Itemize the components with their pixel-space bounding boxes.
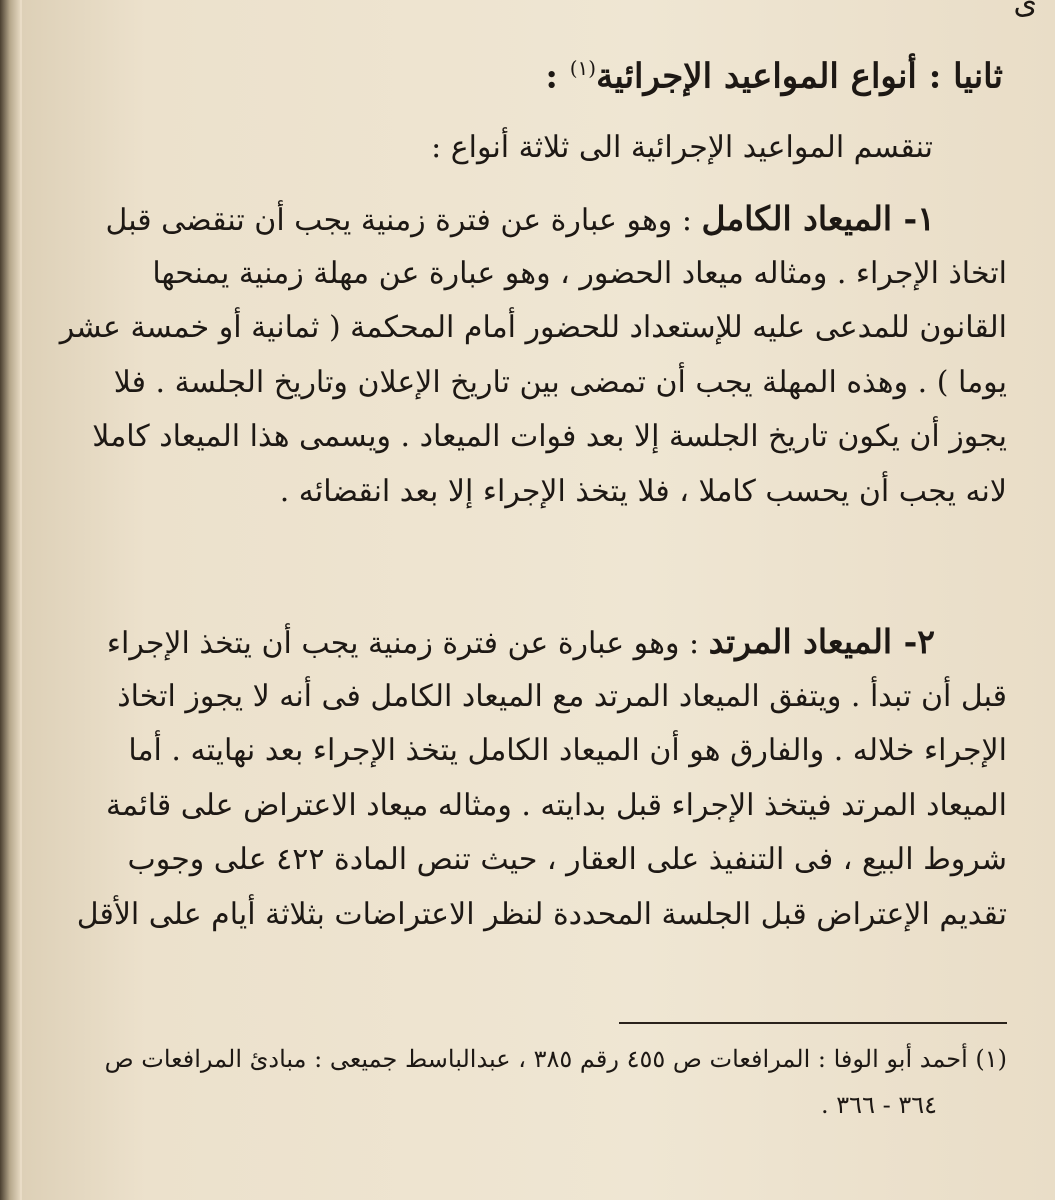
footnote-separator <box>619 1022 1007 1024</box>
footnote-line: ٣٦٤ - ٣٦٦ . <box>821 1091 937 1119</box>
paragraph-line <box>47 615 1007 670</box>
footnote <box>47 1036 1007 1128</box>
previous-text-fragment: ى <box>1013 0 1037 21</box>
paragraph-line: اتخاذ الإجراء . ومثاله ميعاد الحضور ، وهو عبارة عن مهلة زمنية يمنحها <box>152 255 1007 291</box>
paragraph-line: القانون للمدعى عليه للإستعداد للحضور أمام المحكمة ( ثمانية أو خمسة عشر <box>59 310 1007 345</box>
footnote-line: (١) أحمد أبو الوفا : المرافعات ص ٤٥٥ رقم ٣٨٥ ، عبدالباسط جميعى : مبادئ المرافعات ص <box>104 1045 1007 1073</box>
paragraph-line: يجوز أن يكون تاريخ الجلسة إلا بعد فوات الميعاد . ويسمى هذا الميعاد كاملا <box>92 419 1007 454</box>
section-heading-suffix: : <box>545 56 570 97</box>
paragraph-line: شروط البيع ، فى التنفيذ على العقار ، حيث تنص المادة ٤٢٢ على وجوب <box>127 842 1007 877</box>
section-heading-text: ثانيا : أنواع المواعيد الإجرائية <box>596 56 1003 97</box>
footnote-marker: (١) <box>569 56 597 80</box>
item-title: ١- الميعاد الكامل <box>701 199 935 238</box>
paragraph-line: قبل أن تبدأ . ويتفق الميعاد المرتد مع الميعاد الكامل فى أنه لا يجوز اتخاذ <box>117 678 1007 714</box>
item-text: : وهو عبارة عن فترة زمنية يجب أن تنقضى قبل <box>105 203 702 238</box>
paragraph-line: الميعاد المرتد فيتخذ الإجراء قبل بدايته . ومثاله ميعاد الاعتراض على قائمة <box>105 787 1007 823</box>
paragraph-line: تقديم الإعتراض قبل الجلسة المحددة لنظر الاعتراضات بثلاثة أيام على الأقل <box>76 896 1007 932</box>
paragraph-line <box>47 192 1007 247</box>
intro-sentence: تنقسم المواعيد الإجرائية الى ثلاثة أنواع : <box>431 130 933 165</box>
paragraph-line: لانه يجب أن يحسب كاملا ، فلا يتخذ الإجراء إلا بعد انقضائه . <box>279 473 1007 509</box>
item-paragraph-full-period <box>47 192 1007 519</box>
item-text: : وهو عبارة عن فترة زمنية يجب أن يتخذ الإجراء <box>106 626 709 661</box>
paragraph-line: يوما ) . وهذه المهلة يجب أن تمضى بين تاريخ الإعلان وتاريخ الجلسة . فلا <box>113 364 1007 400</box>
item-paragraph-reverse-period <box>47 615 1007 942</box>
book-page <box>22 0 1055 1200</box>
book-binding-edge <box>0 0 20 1200</box>
section-heading <box>103 38 1003 106</box>
item-title: ٢- الميعاد المرتد <box>708 622 935 661</box>
paragraph-line: الإجراء خلاله . والفارق هو أن الميعاد الكامل يتخذ الإجراء بعد نهايته . أما <box>128 733 1007 768</box>
